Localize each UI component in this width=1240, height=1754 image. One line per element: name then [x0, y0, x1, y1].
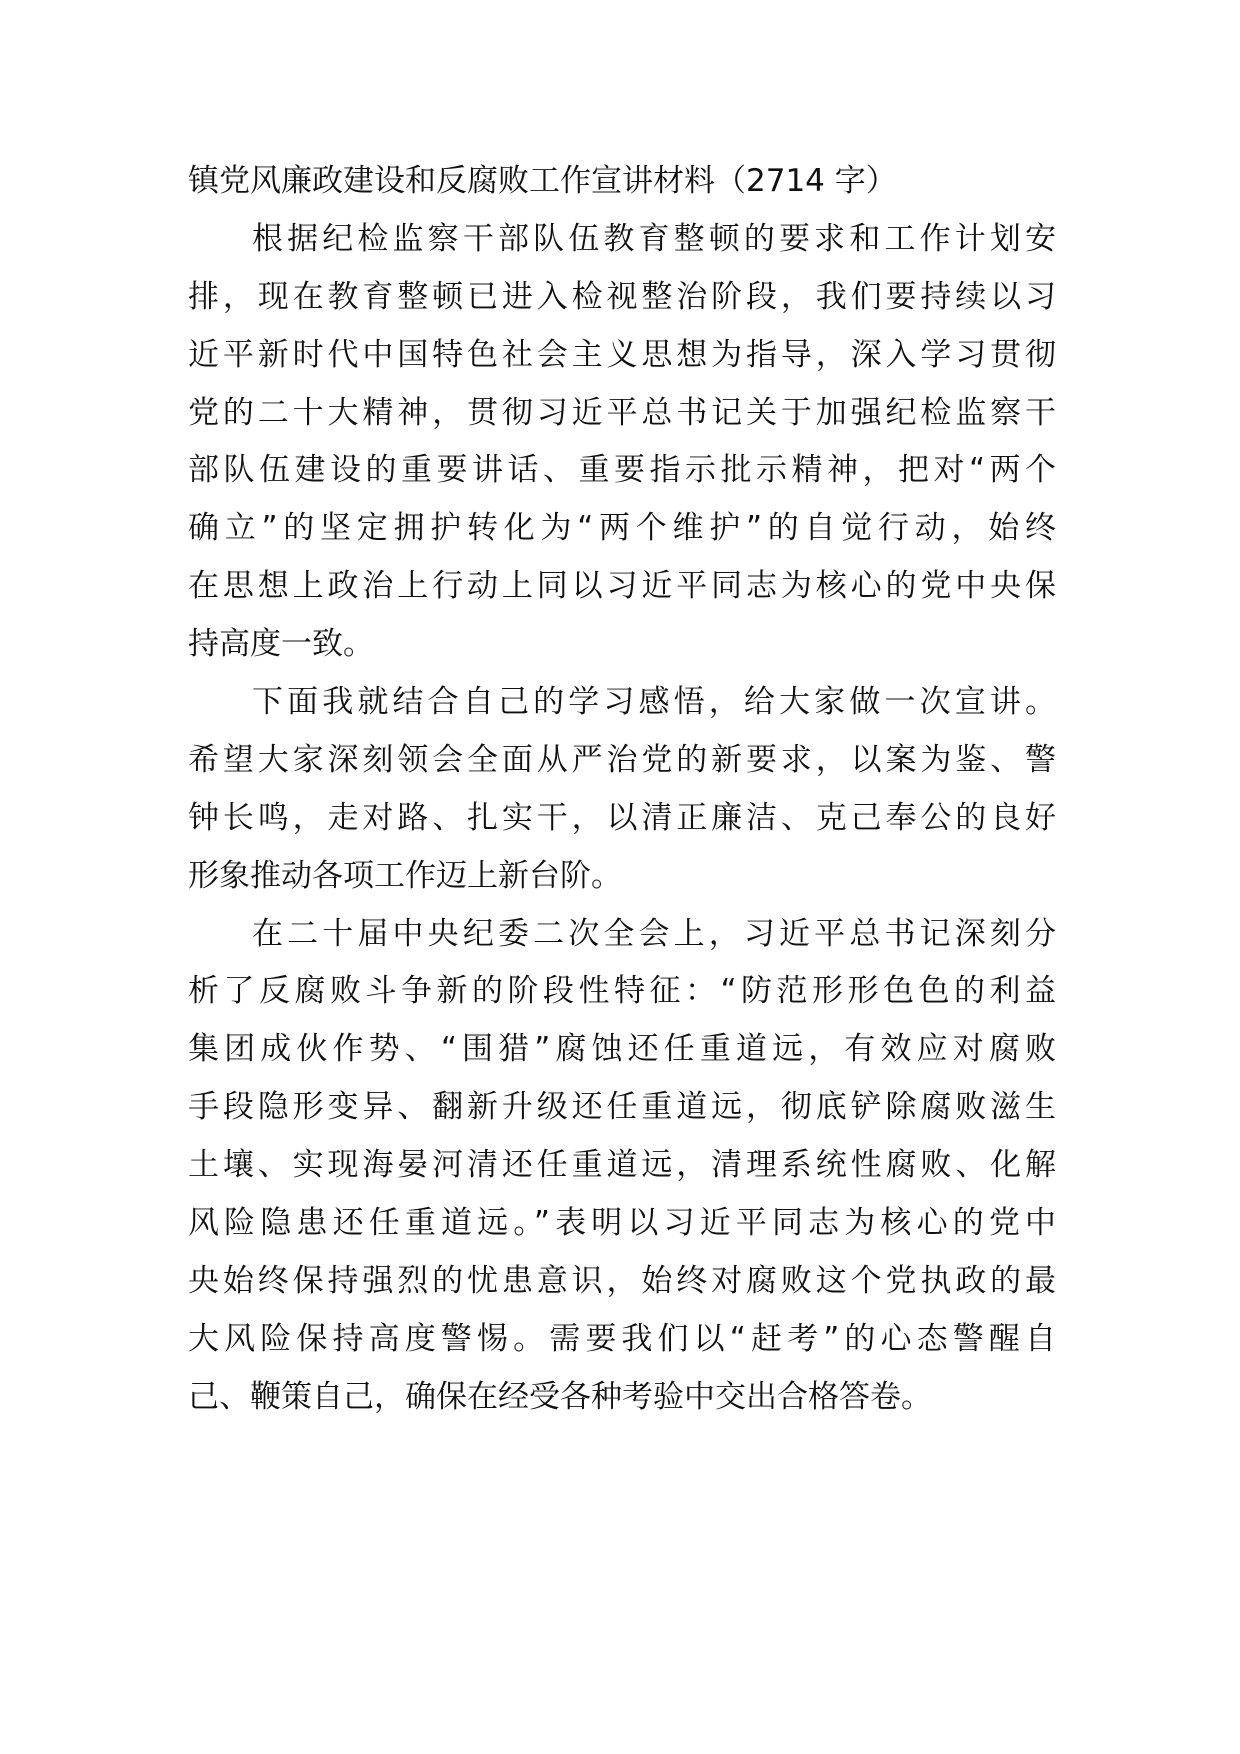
document-body: [188, 153, 1056, 1427]
document-title: 镇党风廉政建设和反腐败工作宣讲材料（2714 字）: [188, 163, 897, 199]
paragraph-line: 希望大家深刻领会全面从严治党的新要求，以案为鉴、警: [188, 741, 1056, 778]
paragraph-line: 手段隐形变异、翻新升级还任重道远，彻底铲除腐败滋生: [188, 1089, 1056, 1126]
paragraph-line: 央始终保持强烈的忧患意识，始终对腐败这个党执政的最: [188, 1262, 1056, 1299]
paragraph-line: 己、鞭策自己，确保在经受各种考验中交出合格答卷。: [188, 1378, 932, 1415]
paragraph-line: 集团成伙作势、“围猎”腐蚀还任重道远，有效应对腐败: [188, 1031, 1056, 1068]
paragraph-line: 风险隐患还任重道远。”表明以习近平同志为核心的党中: [188, 1205, 1056, 1242]
paragraph-line: 土壤、实现海晏河清还任重道远，清理系统性腐败、化解: [188, 1147, 1056, 1184]
paragraph-line: 析了反腐败斗争新的阶段性特征：“防范形形色色的利益: [188, 973, 1056, 1010]
paragraph-line: 形象推动各项工作迈上新台阶。: [188, 857, 622, 894]
paragraph-line: 大风险保持高度警惕。需要我们以“赶考”的心态警醒自: [188, 1320, 1056, 1357]
paragraph-line: 钟长鸣，走对路、扎实干，以清正廉洁、克己奉公的良好: [188, 799, 1056, 836]
paragraph-line: 在思想上政治上行动上同以习近平同志为核心的党中央保: [188, 568, 1056, 605]
paragraphs: [188, 211, 1056, 1427]
paragraph: [188, 674, 1056, 906]
paragraph-line: 在二十届中央纪委二次全会上，习近平总书记深刻分: [252, 915, 1056, 952]
paragraph-line: 确立”的坚定拥护转化为“两个维护”的自觉行动，始终: [188, 510, 1056, 547]
paragraph-line: 党的二十大精神，贯彻习近平总书记关于加强纪检监察干: [188, 394, 1056, 431]
paragraph-line: 持高度一致。: [188, 626, 374, 663]
paragraph-line: 部队伍建设的重要讲话、重要指示批示精神，把对“两个: [188, 452, 1056, 489]
paragraph-line: 下面我就结合自己的学习感悟，给大家做一次宣讲。: [252, 684, 1056, 721]
paragraph: [188, 211, 1056, 674]
paragraph-line: 近平新时代中国特色社会主义思想为指导，深入学习贯彻: [188, 336, 1056, 373]
paragraph: [188, 906, 1056, 1427]
paragraph-line: 根据纪检监察干部队伍教育整顿的要求和工作计划安: [252, 220, 1056, 257]
paragraph-line: 排，现在教育整顿已进入检视整治阶段，我们要持续以习: [188, 278, 1056, 315]
